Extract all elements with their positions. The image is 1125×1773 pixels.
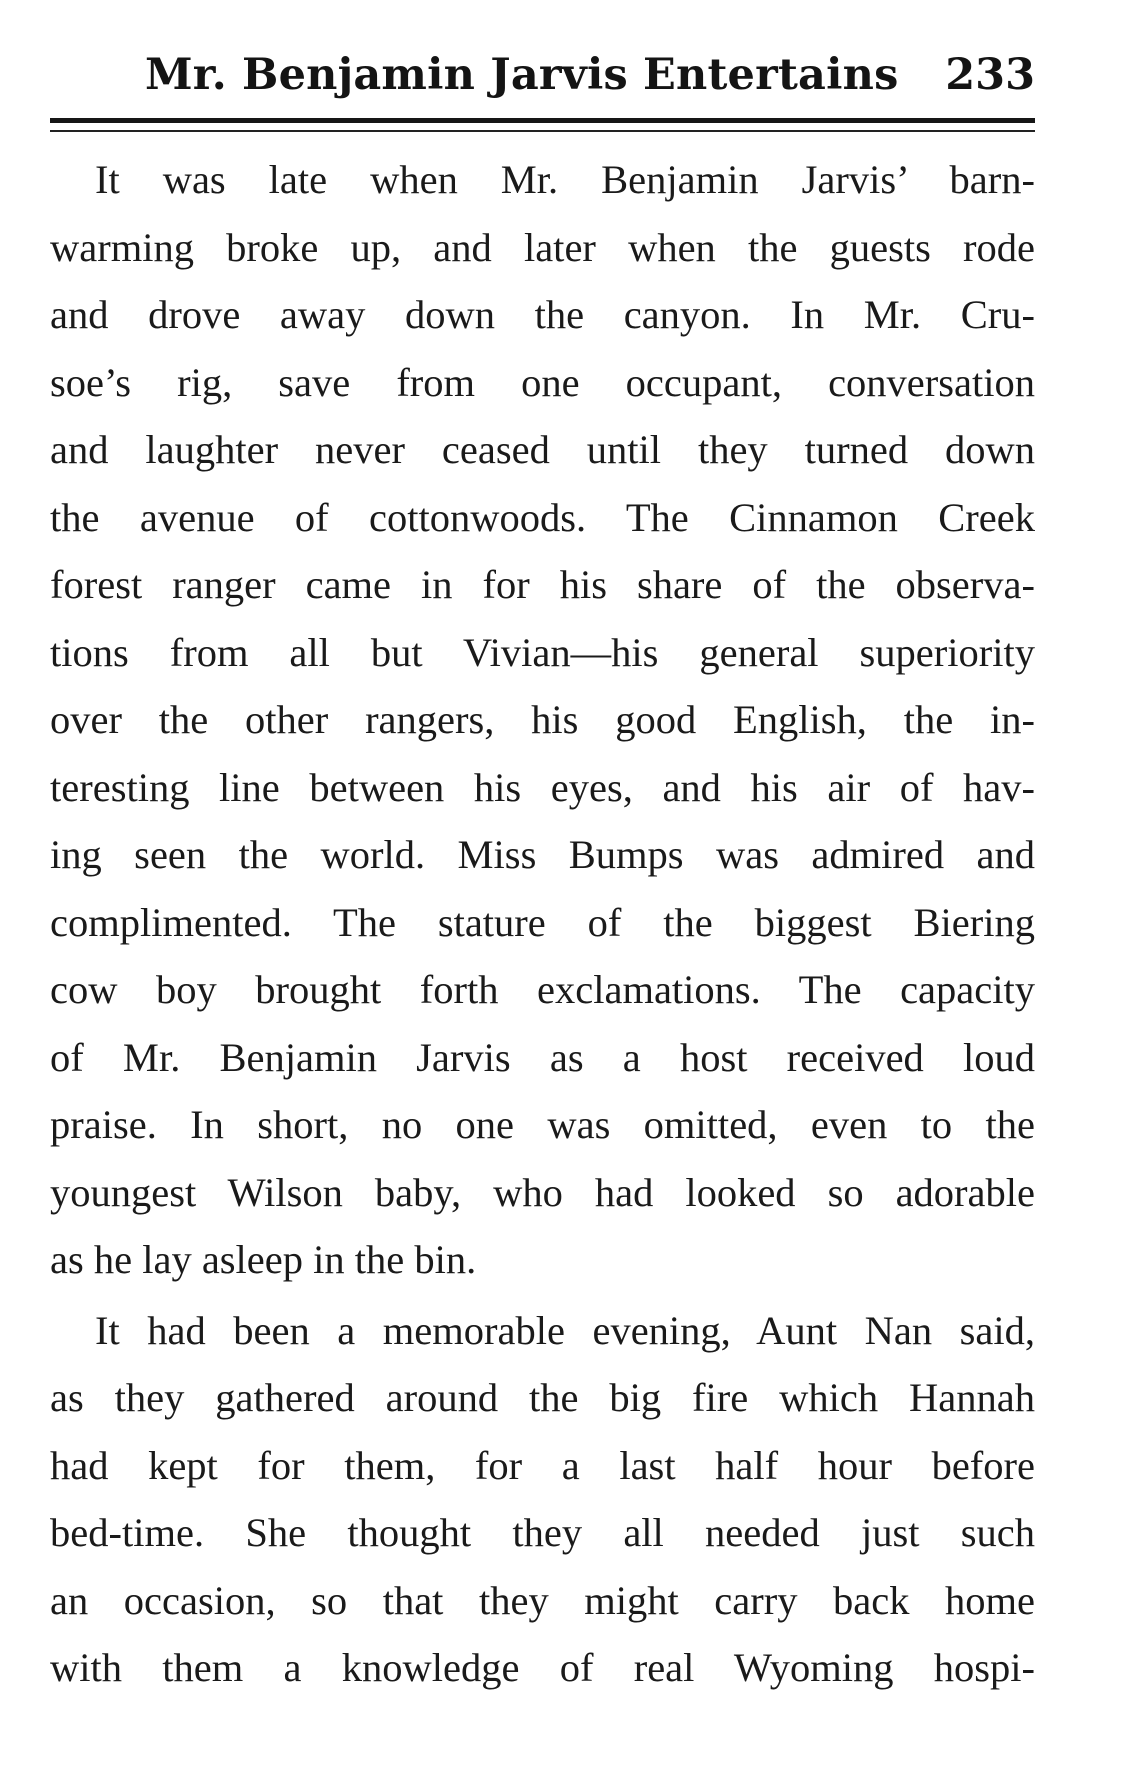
text-line: tions from all but Vivian—his general superiority (50, 629, 1035, 675)
text-line: as they gathered around the big fire which Hannah (50, 1375, 1035, 1420)
text-line: It was late when Mr. Benjamin Jarvis’ barn- (95, 157, 1035, 202)
text-line: over the other rangers, his good English, the in- (50, 697, 1035, 742)
page-number: 233 (945, 50, 1035, 100)
text-line: forest ranger came in for his share of the observa- (50, 562, 1035, 607)
text-line: warming broke up, and later when the guests rode (50, 224, 1035, 270)
text-line: bed-time. She thought they all needed just such (50, 1510, 1035, 1555)
text-line: It had been a memorable evening, Aunt Nan said, (95, 1307, 1035, 1353)
header-rule-thin (50, 130, 1035, 132)
text-line: cow boy brought forth exclamations. The capacity (50, 967, 1035, 1012)
text-line: of Mr. Benjamin Jarvis as a host received loud (50, 1034, 1035, 1080)
text-line: ing seen the world. Miss Bumps was admired and (50, 832, 1035, 877)
text-line: the avenue of cottonwoods. The Cinnamon Creek (50, 494, 1035, 540)
text-line: praise. In short, no one was omitted, even to the (50, 1102, 1035, 1147)
paragraph-1 (50, 146, 1035, 1294)
body-text (50, 146, 1035, 1702)
text-line: teresting line between his eyes, and his air of hav- (50, 764, 1035, 810)
text-line: as he lay asleep in the bin. (50, 1237, 477, 1282)
text-line: complimented. The stature of the biggest Biering (50, 899, 1035, 945)
text-line: an occasion, so that they might carry back home (50, 1577, 1035, 1623)
running-header (50, 40, 1035, 110)
text-line: had kept for them, for a last half hour before (50, 1442, 1035, 1488)
running-title: Mr. Benjamin Jarvis Entertains (145, 50, 899, 100)
text-line: youngest Wilson baby, who had looked so adorable (50, 1169, 1035, 1215)
paragraph-2 (50, 1297, 1035, 1702)
text-line: and laughter never ceased until they turned down (50, 427, 1035, 472)
text-line: with them a knowledge of real Wyoming hospi- (50, 1645, 1035, 1690)
header-rule-thick (50, 118, 1035, 123)
text-line: and drove away down the canyon. In Mr. Cru- (50, 292, 1035, 337)
text-line: soe’s rig, save from one occupant, conversation (50, 359, 1035, 405)
